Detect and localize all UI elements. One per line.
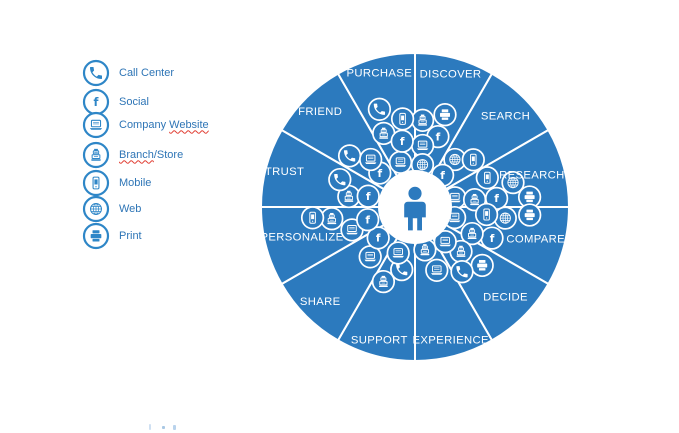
facebook-icon — [377, 167, 382, 180]
globe-icon — [450, 154, 460, 164]
icon-ring — [360, 149, 382, 171]
legend-label-company-website: Company Website — [119, 118, 209, 131]
friend-laptop-icon — [360, 149, 382, 171]
segment-friend-label: FRIEND — [298, 106, 343, 119]
facebook-icon — [494, 192, 499, 205]
compare-facebook-icon — [481, 227, 503, 249]
purchase-mobile-icon — [392, 108, 414, 130]
purchase-facebook-icon — [391, 130, 413, 152]
misspelled-word: Branch — [119, 148, 154, 161]
purchase-phone-icon — [369, 99, 391, 121]
legend-label-mobile: Mobile — [119, 176, 152, 189]
legend-label-social: Social — [119, 95, 149, 108]
facebook-icon — [366, 190, 371, 203]
segment-purchase-label: PURCHASE — [346, 67, 413, 80]
icon-ring — [369, 99, 391, 121]
segment-search-label: SEARCH — [480, 110, 531, 123]
segment-share-label: SHARE — [299, 295, 341, 308]
compare-mobile-icon — [476, 204, 498, 226]
personalize-facebook-icon — [357, 209, 379, 231]
support-branch-icon — [373, 271, 395, 293]
icon-ring — [390, 152, 412, 174]
personalize-mobile-icon — [302, 207, 324, 229]
research-mobile-icon — [477, 167, 499, 189]
experience-laptop-icon — [426, 260, 448, 282]
legend-label-print: Print — [119, 229, 142, 242]
facebook-icon — [400, 135, 405, 148]
segment-experience-label: EXPERIENCE — [412, 334, 489, 347]
misspelled-word: Website — [169, 118, 209, 131]
icon-ring — [339, 145, 361, 167]
segment-discover-label: DISCOVER — [419, 68, 482, 81]
legend-label-call-center: Call Center — [119, 66, 175, 79]
globe-icon — [500, 213, 510, 223]
facebook-icon — [490, 232, 495, 245]
trust-phone-icon — [329, 169, 351, 191]
decide-print-icon — [471, 255, 493, 277]
globe-icon — [417, 160, 427, 170]
facebook-icon — [365, 213, 370, 226]
facebook-icon — [436, 130, 441, 143]
compare-globe-icon — [495, 207, 517, 229]
personalize-branch-icon — [321, 208, 343, 230]
discover-print-icon — [434, 104, 456, 126]
segment-research-label: RESEARCH — [499, 169, 565, 182]
search-mobile-icon — [463, 149, 485, 171]
icon-ring — [387, 242, 409, 264]
segment-support-label: SUPPORT — [350, 334, 408, 347]
purchase-laptop-icon — [390, 152, 412, 174]
icon-ring — [426, 260, 448, 282]
compare-print-icon — [519, 204, 541, 226]
discover-branch-icon — [412, 110, 434, 132]
segment-personalize-label: PERSONALIZE — [260, 231, 344, 244]
facebook-icon — [376, 232, 381, 245]
legend-label-web: Web — [119, 202, 142, 215]
decide-phone-icon — [451, 261, 473, 283]
friend-phone-icon — [339, 145, 361, 167]
trust-facebook-icon — [357, 185, 379, 207]
segment-decide-label: DECIDE — [483, 291, 528, 304]
support-laptop-icon — [387, 242, 409, 264]
segment-compare-label: COMPARE — [506, 233, 566, 246]
facebook-icon — [440, 169, 445, 182]
segment-trust-label: TRUST — [264, 166, 305, 179]
icon-ring — [451, 261, 473, 283]
icon-ring — [329, 169, 351, 191]
legend-label-branch-store: Branch/Store — [119, 148, 184, 161]
